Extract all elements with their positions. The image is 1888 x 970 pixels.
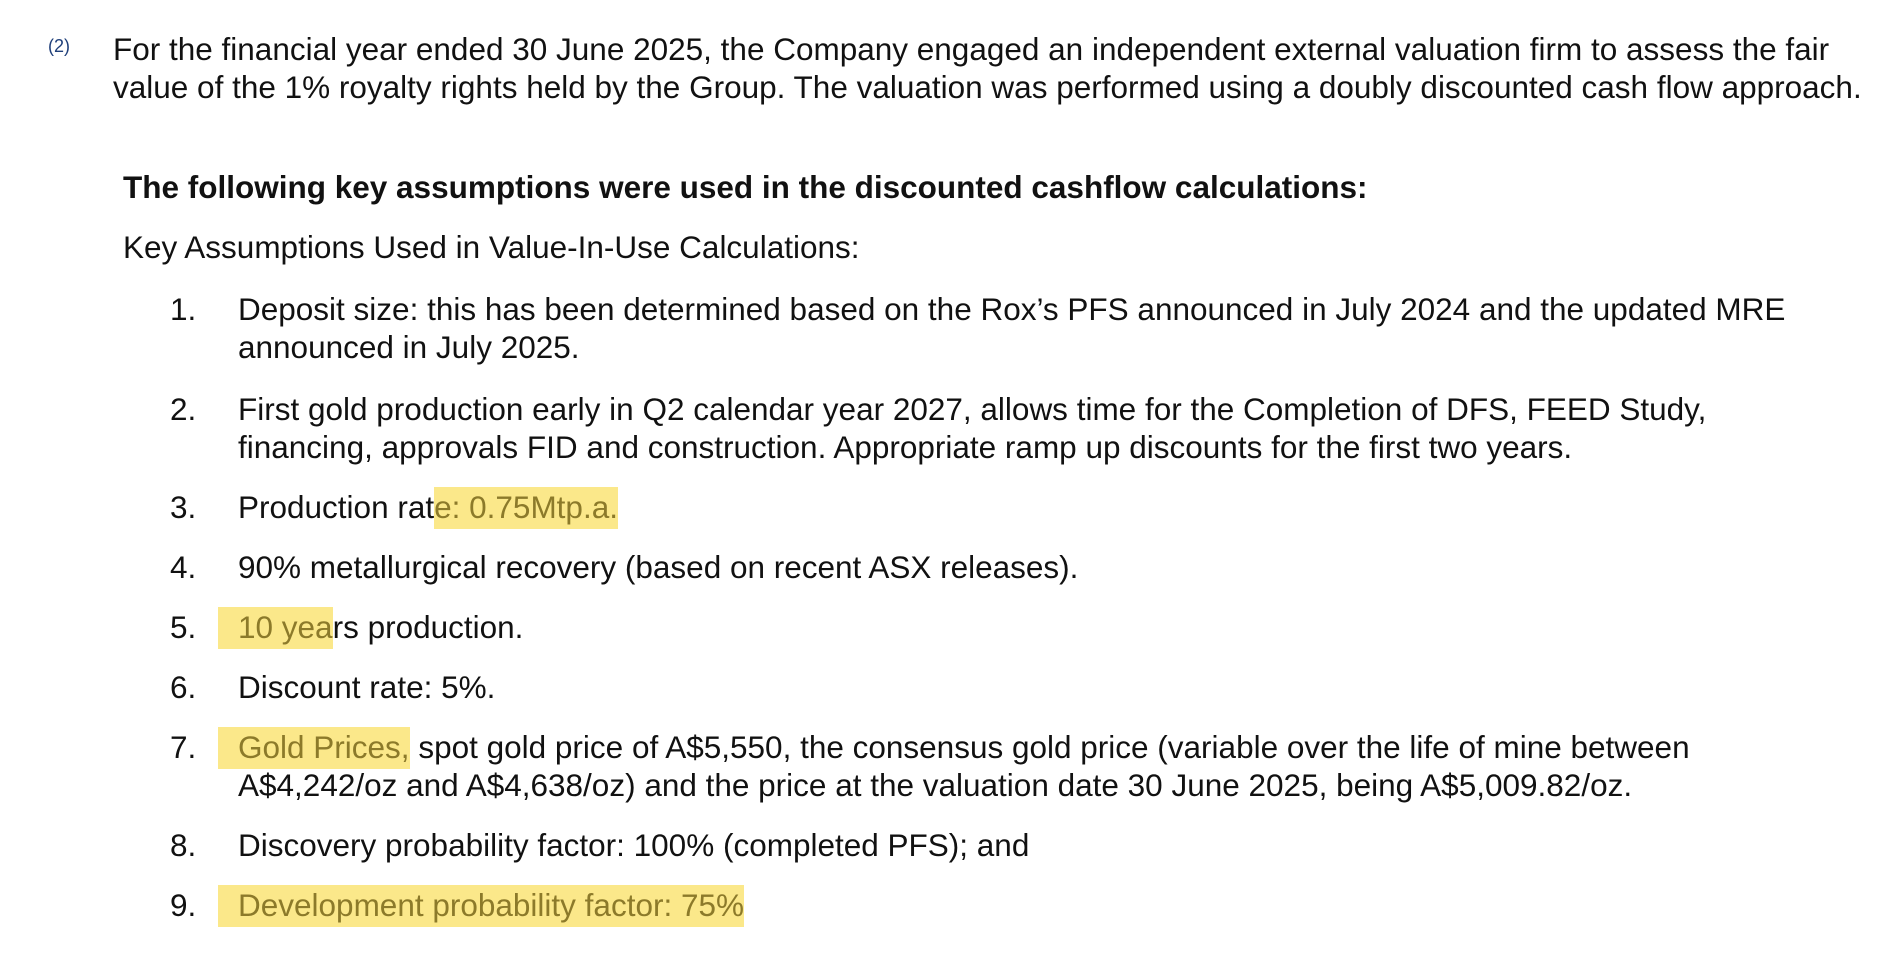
highlighted-text: e: 0.75Mtp.a. bbox=[434, 487, 618, 529]
assumption-text bbox=[238, 488, 1798, 526]
highlighted-text: Development probability factor: 75% bbox=[218, 885, 744, 927]
footnote-marker: (2) bbox=[48, 36, 70, 56]
list-number: 3. bbox=[170, 489, 197, 525]
list-number: 1. bbox=[170, 291, 197, 327]
list-number: 6. bbox=[170, 669, 197, 705]
list-number: 9. bbox=[170, 887, 197, 923]
assumption-text: Discount rate: 5%. bbox=[238, 669, 496, 705]
assumptions-subheading: Key Assumptions Used in Value-In-Use Calculations: bbox=[123, 229, 860, 265]
assumption-text: First gold production early in Q2 calendar year 2027, allows time for the Completion of DFS, FEED Study, financing, approvals FID and construction. Appropriate ramp up discounts for the first two years. bbox=[238, 391, 1707, 465]
list-number: 8. bbox=[170, 827, 197, 863]
assumption-text-plain: spot gold price of A$5,550, the consensus gold price (variable over the life of mine between A$4,242/oz and A$4,638/oz) and the price at the valuation date 30 June 2025, being A$5,009.82/oz. bbox=[238, 729, 1690, 803]
list-number: 2. bbox=[170, 391, 197, 427]
assumption-text: Discovery probability factor: 100% (completed PFS); and bbox=[238, 827, 1030, 863]
assumption-text bbox=[238, 886, 1798, 924]
assumptions-heading: The following key assumptions were used in the discounted cashflow calculations: bbox=[123, 169, 1368, 205]
assumption-text: Deposit size: this has been determined based on the Rox’s PFS announced in July 2024 and the updated MRE announced in July 2025. bbox=[238, 291, 1786, 365]
highlighted-text: 10 yea bbox=[218, 607, 333, 649]
assumption-text-plain: Production rat bbox=[238, 489, 435, 525]
assumption-text-plain: rs production. bbox=[332, 609, 524, 645]
assumption-text: 90% metallurgical recovery (based on recent ASX releases). bbox=[238, 549, 1079, 585]
list-number: 5. bbox=[170, 609, 197, 645]
highlighted-text: Gold Prices, bbox=[218, 727, 410, 769]
list-number: 4. bbox=[170, 549, 197, 585]
assumption-text bbox=[238, 728, 1798, 804]
footnote-intro-paragraph: For the financial year ended 30 June 2025, the Company engaged an independent external valuation firm to assess the fair value of the 1% royalty rights held by the Group. The valuation was performed using a doubly discounted cash flow approach. bbox=[113, 31, 1862, 105]
list-number: 7. bbox=[170, 729, 197, 765]
assumption-text bbox=[238, 608, 1798, 646]
